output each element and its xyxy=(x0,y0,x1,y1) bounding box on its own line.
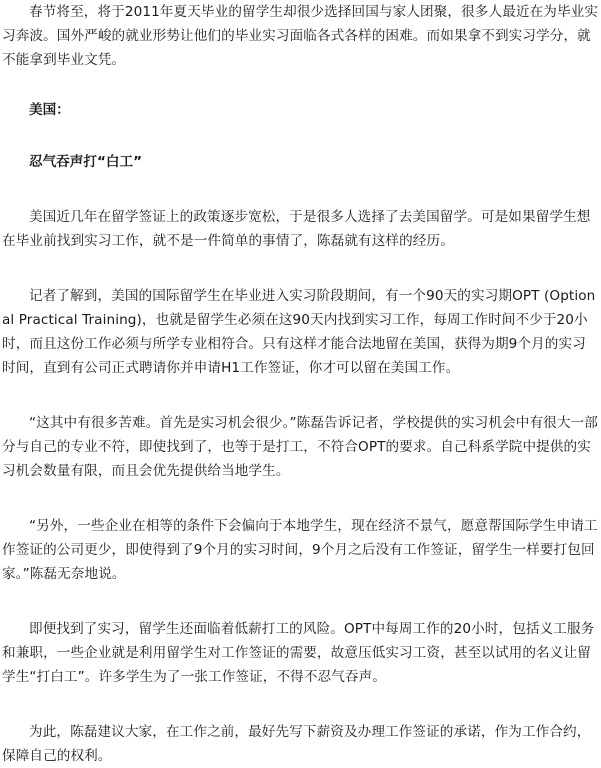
paragraph-gap xyxy=(2,483,599,514)
paragraph-gap xyxy=(2,253,599,284)
paragraph-local-preference: “另外，一些企业在相等的条件下会偏向于本地学生，现在经济不景气，愿意帮国际学生申请工作签证的公司更少，即使得到了9个月的实习时间，9个月之后没有工作签证，留学生一样要打包回家。”陈磊无奈地说。 xyxy=(2,518,598,582)
paragraph-difficulties: “这其中有很多苦难。首先是实习机会很少。”陈磊告诉记者，学校提供的实习机会中有很大一部分与自己的专业不符，即使找到了，也等于是打工，不符合OPT的要求。自己科系学院中提供的实习机会数量有限，而且会优先提供给当地学生。 xyxy=(2,415,598,479)
paragraph-gap xyxy=(2,174,599,205)
paragraph-gap xyxy=(2,689,599,720)
paragraph-gap xyxy=(2,72,599,98)
paragraph-gap xyxy=(2,586,599,617)
paragraph-gap xyxy=(2,380,599,411)
paragraph-low-pay: 即便找到了实习，留学生还面临着低薪打工的风险。OPT中每周工作的20小时，包括义工服务和兼职，一些企业就是利用留学生对工作签证的需要，故意压低实习工资，甚至以试用的名义让留学生“打白工”。许多学生为了一张工作签证，不得不忍气吞声。 xyxy=(2,621,595,685)
paragraph-gap xyxy=(2,122,599,150)
paragraph-opt: 记者了解到，美国的国际留学生在毕业进入实习阶段期间，有一个90天的实习期OPT (Optional Practical Training)，也就是留学生必须在这90天内找到实习工作，每周工作时间不少于20小时，而且这份工作必须与所学专业相符合。只有这样才能合法地留在美国，获得为期9个月的实习时间，直到有公司正式聘请你并申请H1工作签证，你才可以留在美国工作。 xyxy=(2,288,596,376)
section-heading-title: 忍气吞声打“白工” xyxy=(29,154,143,170)
paragraph-advice: 为此，陈磊建议大家，在工作之前，最好先写下薪资及办理工作签证的承诺，作为工作合约，保障自己的权利。 xyxy=(2,724,591,764)
paragraph-policy: 美国近几年在留学签证上的政策逐步宽松，于是很多人选择了去美国留学。可是如果留学生想在毕业前找到实习工作，就不是一件简单的事情了，陈磊就有这样的经历。 xyxy=(2,209,591,249)
paragraph-intro: 春节将至，将于2011年夏天毕业的留学生却很少选择回国与家人团聚，很多人最近在为毕业实习奔波。国外严峻的就业形势让他们的毕业实习面临各式各样的困难。而如果拿不到实习学分，就不能拿到毕业文凭。 xyxy=(2,4,599,68)
section-heading-country: 美国： xyxy=(29,102,70,118)
